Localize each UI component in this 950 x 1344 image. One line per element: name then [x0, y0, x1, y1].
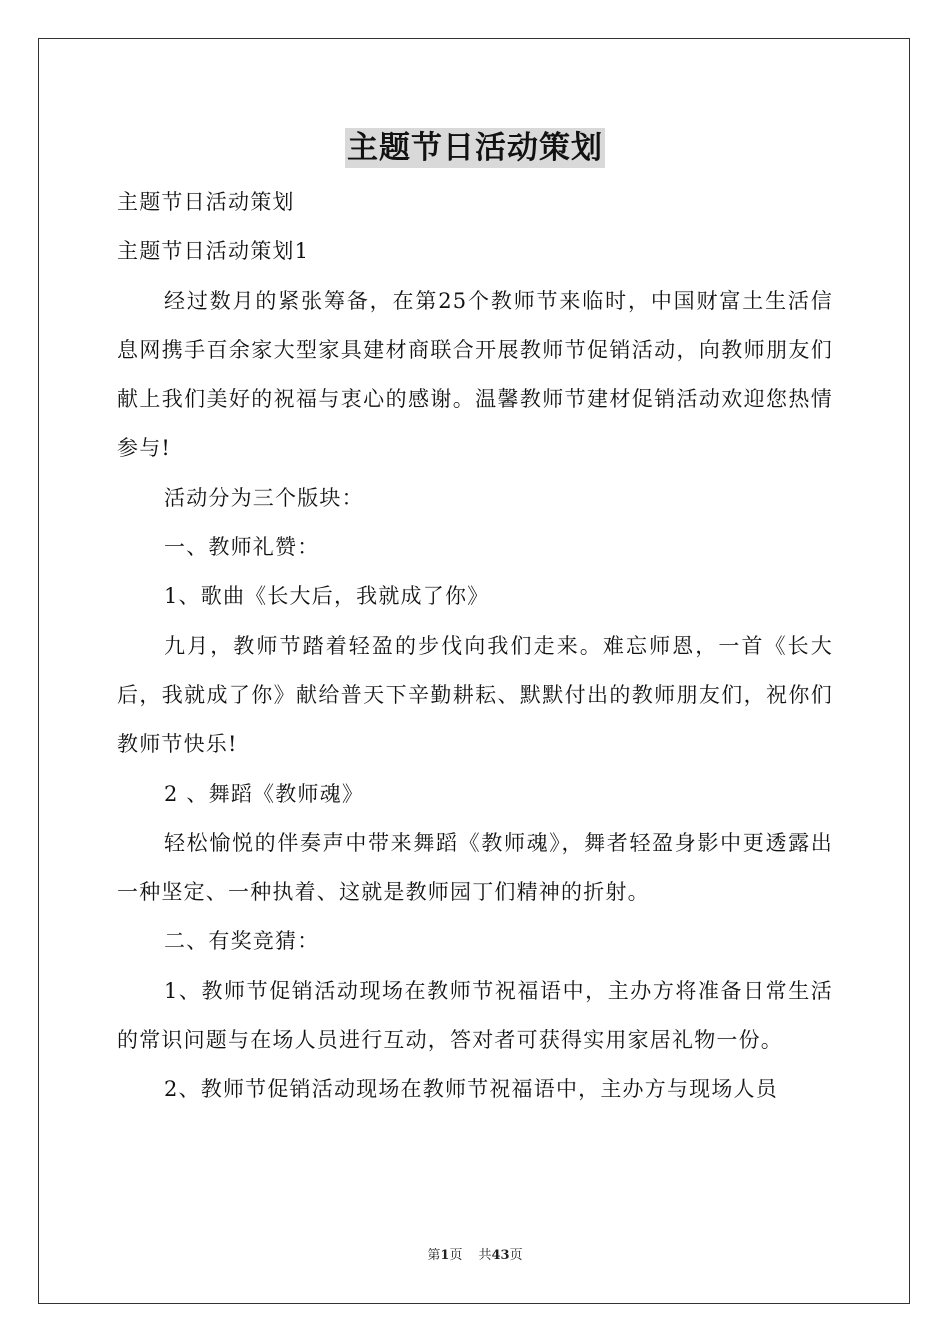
- title-wrap: [0, 128, 950, 168]
- document-body: [117, 178, 833, 1115]
- total-prefix: 共: [478, 1248, 492, 1263]
- paragraph: 轻松愉悦的伴奏声中带来舞蹈《教师魂》，舞者轻盈身影中更透露出一种坚定、一种执着、这就是教师园丁们精神的折射。: [117, 830, 833, 905]
- total-pages: 43: [491, 1248, 510, 1263]
- paragraph: 一、教师礼赞：: [164, 535, 320, 560]
- paragraph: 2 、舞蹈《教师魂》: [164, 781, 365, 806]
- paragraph: 二、有奖竞猜：: [164, 929, 320, 954]
- document-title: 主题节日活动策划: [347, 130, 603, 166]
- total-suffix: 页: [509, 1248, 523, 1263]
- paragraph: 1、教师节促销活动现场在教师节祝福语中，主办方将准备日常生活的常识问题与在场人员进行互动，答对者可获得实用家居礼物一份。: [117, 978, 833, 1053]
- paragraph: 主题节日活动策划1: [117, 239, 310, 264]
- page-suffix: 页: [449, 1248, 463, 1263]
- paragraph: 主题节日活动策划: [117, 190, 295, 214]
- paragraph: 经过数月的紧张筹备，在第25个教师节来临时，中国财富土生活信息网携手百余家大型家具建材商联合开展教师节促销活动，向教师朋友们献上我们美好的祝福与衷心的感谢。温馨教师节建材促销活动欢迎您热情参与!: [117, 288, 833, 461]
- page-prefix: 第: [427, 1248, 441, 1263]
- paragraph: 1、歌曲《长大后，我就成了你》: [164, 584, 490, 609]
- page-footer: [0, 1248, 950, 1264]
- paragraph: 九月，教师节踏着轻盈的步伐向我们走来。难忘师恩，一首《长大后，我就成了你》献给普天下辛勤耕耘、默默付出的教师朋友们，祝你们教师节快乐!: [117, 633, 833, 757]
- page-number: 1: [440, 1248, 450, 1263]
- paragraph: 活动分为三个版块：: [164, 485, 364, 510]
- paragraph: 2、教师节促销活动现场在教师节祝福语中，主办方与现场人员: [164, 1077, 778, 1102]
